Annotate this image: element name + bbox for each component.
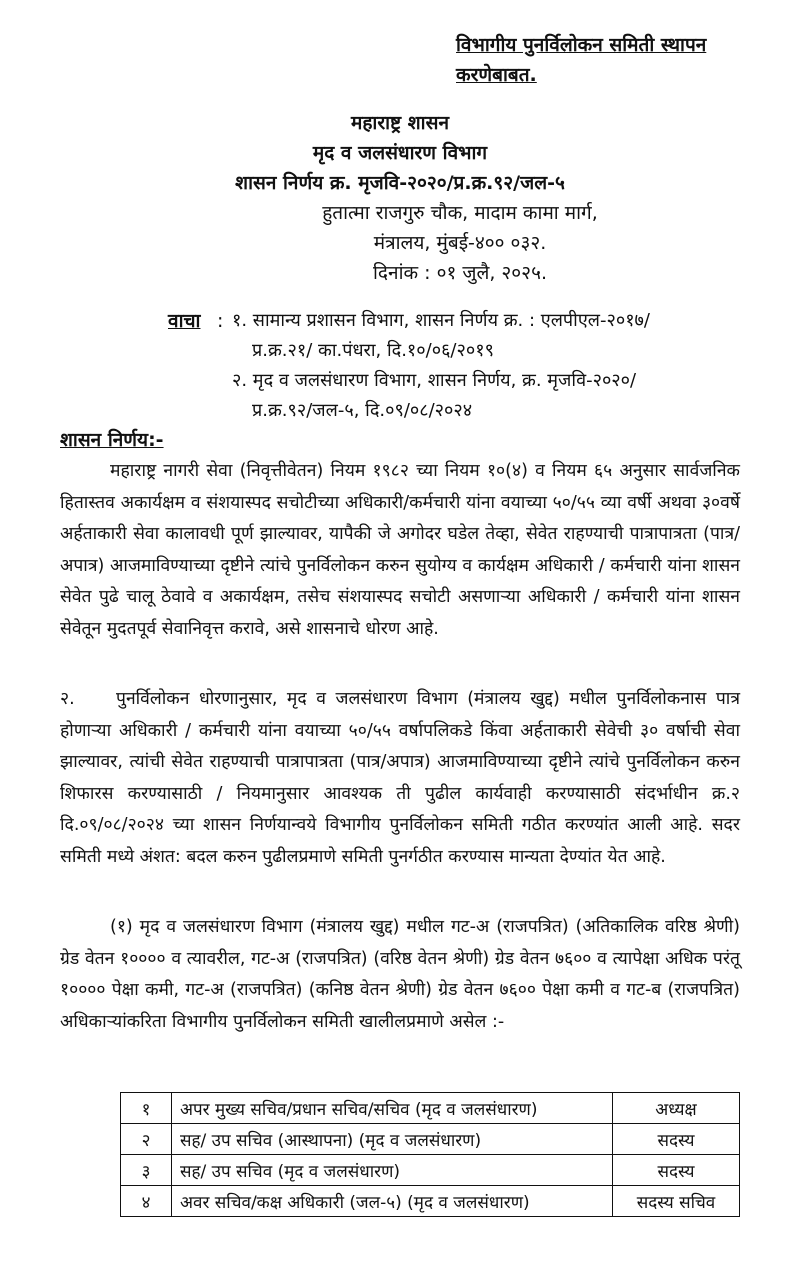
table-row: [121, 1124, 740, 1155]
reference-2-line-2: प्र.क्र.९२/जल-५, दि.०९/०८/२०२४: [252, 400, 473, 421]
member-title: सह/ उप सचिव (आस्थापना) (मृद व जलसंधारण): [172, 1124, 613, 1155]
member-role: सदस्य सचिव: [613, 1186, 740, 1217]
member-role: सदस्य: [613, 1124, 740, 1155]
gr-number: शासन निर्णय क्र. मृजवि-२०२०/प्र.क्र.९२/जल-५: [235, 172, 565, 194]
paragraph-2: [60, 684, 740, 873]
govt-name: महाराष्ट्र शासन: [350, 112, 449, 134]
subject: [456, 30, 756, 90]
table-row: [121, 1155, 740, 1186]
committee-table: [120, 1092, 740, 1217]
paragraph-2-number: २.: [60, 689, 75, 709]
reference-1-line-1: १. सामान्य प्रशासन विभाग, शासन निर्णय क्र. : एलपीएल-२०१७/: [232, 310, 650, 331]
subject-line-2: करणेबाबत.: [456, 64, 537, 86]
row-number: १: [121, 1093, 172, 1124]
reference-1-line-2: प्र.क्र.२१/ का.पंधरा, दि.१०/०६/२०१९: [252, 340, 494, 361]
table-row: [121, 1093, 740, 1124]
member-title: सह/ उप सचिव (मृद व जलसंधारण): [172, 1155, 613, 1186]
member-title: अपर मुख्य सचिव/प्रधान सचिव/सचिव (मृद व जलसंधारण): [172, 1093, 613, 1124]
table-row: [121, 1186, 740, 1217]
paragraph-1: महाराष्ट्र नागरी सेवा (निवृत्तीवेतन) नियम १९८२ च्या नियम १०(४) व नियम ६५ अनुसार सार्वजनिक हितास्तव अकार्यक्षम व संशयास्पद सचोटीच्या अधिकारी/कर्मचारी यांना वयाच्या ५०/५५ व्या वर्षी अथवा ३०वर्षे अर्हताकारी सेवा कालावधी पूर्ण झाल्यावर, यापैकी जे अगोदर घडेल तेव्हा, सेवेत राहण्याची पात्रापात्रता (पात्र/अपात्र) आजमाविण्याच्या दृष्टीने त्यांचे पुनर्विलोकन करुन सुयोग्य व कार्यक्षम अधिकारी / कर्मचारी यांना शासन सेवेत पुढे चालू ठेवावे व अकार्यक्षम, तसेच संशयास्पद सचोटी असणाऱ्या अधिकारी / कर्मचारी यांना शासन सेवेतून मुदतपूर्व सेवानिवृत्त करावे, असे शासनाचे धोरण आहे.: [60, 461, 740, 639]
member-role: अध्यक्ष: [613, 1093, 740, 1124]
gr-date: दिनांक : ०१ जुलै, २०२५.: [373, 262, 547, 284]
subject-line-1: विभागीय पुनर्विलोकन समिती स्थापन: [456, 34, 707, 56]
row-number: २: [121, 1124, 172, 1155]
row-number: ३: [121, 1155, 172, 1186]
paragraph-2-text: पुनर्विलोकन धोरणानुसार, मृद व जलसंधारण विभाग (मंत्रालय खुद्द) मधील पुनर्विलोकनास पात्र होणाऱ्या अधिकारी / कर्मचारी यांना वयाच्या ५०/५५ वर्षापलिकडे किंवा अर्हताकारी सेवेची ३० वर्षाची सेवा झाल्यावर, त्यांची सेवेत राहण्याची पात्रापात्रता (पात्र/अपात्र) आजमाविण्याच्या दृष्टीने त्यांचे पुनर्विलोकन करुन शिफारस करण्यासाठी / नियमानुसार आवश्यक ती पुढील कार्यवाही करण्यासाठी संदर्भाधीन क्र.२ दि.०९/०८/२०२४ च्या शासन निर्णयान्वये विभागीय पुनर्विलोकन समिती गठीत करण्यांत आली आहे. सदर समिती मध्ये अंशत: बदल करुन पुढीलप्रमाणे समिती पुनर्गठीत करण्यास मान्यता देण्यांत येत आहे.: [60, 689, 740, 867]
member-title: अवर सचिव/कक्ष अधिकारी (जल-५) (मृद व जलसंधारण): [172, 1186, 613, 1217]
references-label: वाचा: [168, 310, 201, 332]
section-title: शासन निर्णय:-: [60, 429, 164, 451]
address-line-2: मंत्रालय, मुंबई-४०० ०३२.: [373, 232, 547, 254]
paragraph-3: (१) मृद व जलसंधारण विभाग (मंत्रालय खुद्द) मधील गट-अ (राजपत्रित) (अतिकालिक वरिष्ठ श्रेणी) ग्रेड वेतन १०००० व त्यावरील, गट-अ (राजपत्रित) (वरिष्ठ वेतन श्रेणी) ग्रेड वेतन ७६०० व त्यापेक्षा अधिक परंतू १०००० पेक्षा कमी, गट-अ (राजपत्रित) (कनिष्ठ वेतन श्रेणी) ग्रेड वेतन ७६०० पेक्षा कमी व गट-ब (राजपत्रित) अधिकाऱ्यांकरिता विभागीय पुनर्विलोकन समिती खालीलप्रमाणे असेल :-: [60, 917, 740, 1032]
row-number: ४: [121, 1186, 172, 1217]
references-colon: :: [217, 310, 224, 332]
reference-2-line-1: २. मृद व जलसंधारण विभाग, शासन निर्णय, क्र. मृजवि-२०२०/: [232, 370, 637, 391]
member-role: सदस्य: [613, 1155, 740, 1186]
department-name: मृद व जलसंधारण विभाग: [312, 142, 488, 164]
address-line-1: हुतात्मा राजगुरु चौक, मादाम कामा मार्ग,: [322, 202, 598, 224]
